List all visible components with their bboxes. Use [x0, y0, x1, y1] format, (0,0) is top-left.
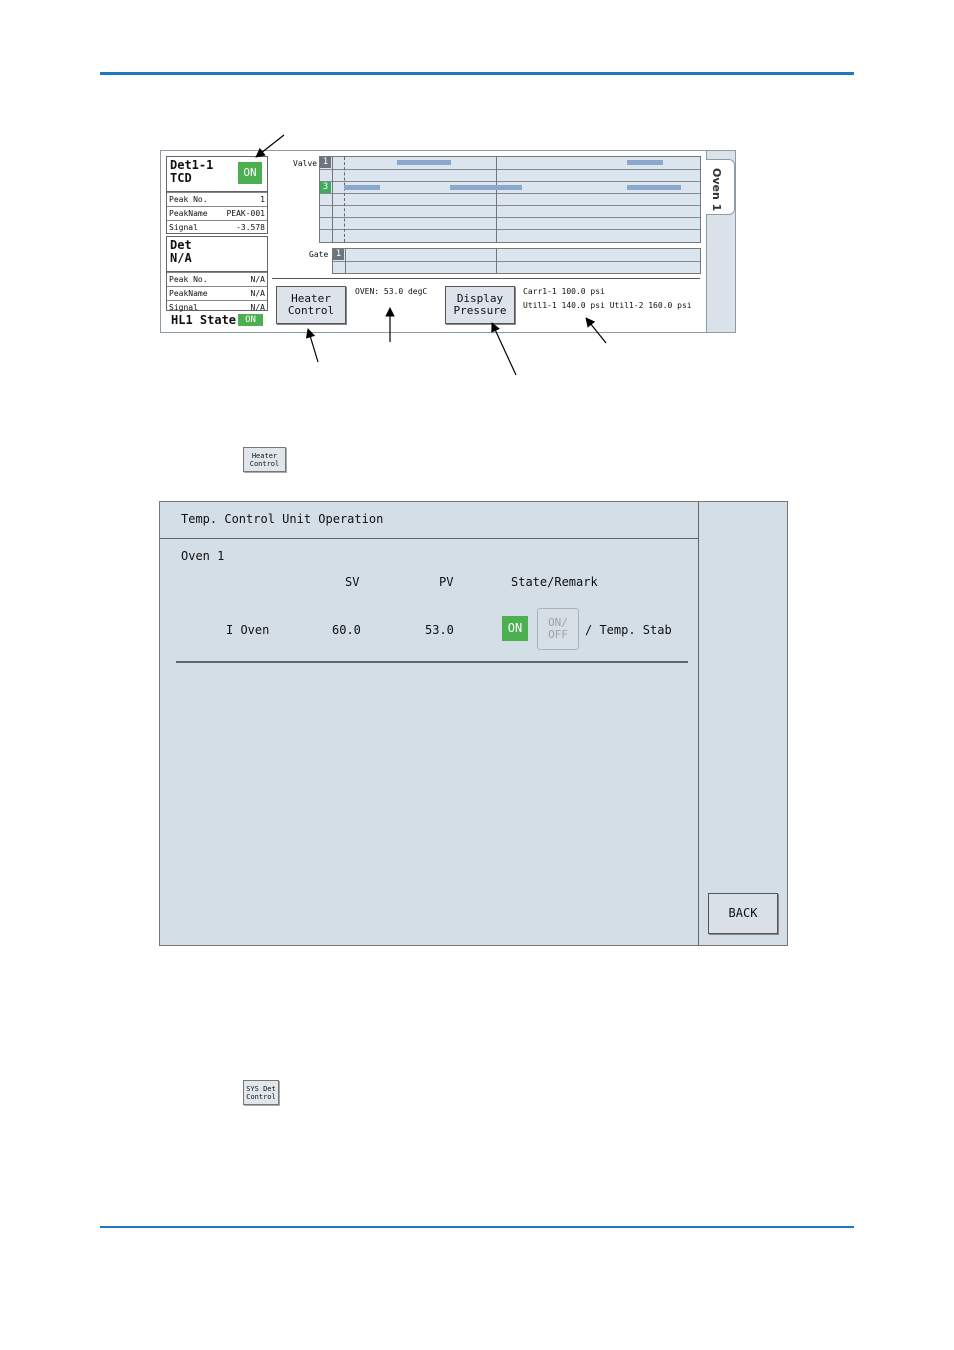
- utility-pressure: Util1-1 140.0 psi Util1-2 160.0 psi: [523, 301, 692, 310]
- callout-arrows: [0, 0, 954, 400]
- back-button[interactable]: BACK: [708, 893, 778, 934]
- unit-name: I Oven: [226, 623, 270, 637]
- footer-rule: [100, 1226, 854, 1228]
- gate-row-number: 1: [333, 249, 344, 260]
- valve-label: Valve: [293, 159, 318, 168]
- detector-1-state-badge[interactable]: ON: [238, 162, 262, 184]
- valve-row-number: 1: [320, 157, 331, 168]
- detector-2-type: N/A: [170, 251, 192, 265]
- column-header-pv: PV: [439, 575, 454, 589]
- on-off-toggle-button[interactable]: ON/ OFF: [537, 608, 579, 650]
- heater-control-button[interactable]: Heater Control: [276, 286, 346, 324]
- detector-1-row: Peak No. 1: [167, 192, 267, 206]
- section-title: Oven 1: [181, 549, 225, 563]
- display-pressure-button[interactable]: Display Pressure: [445, 286, 515, 324]
- detector-2-row: PeakName N/A: [167, 286, 267, 300]
- carrier-pressure: Carr1-1 100.0 psi: [523, 287, 605, 296]
- oven-temperature: OVEN: 53.0 degC: [355, 287, 428, 296]
- detector-2-row: Peak No. N/A: [167, 272, 267, 286]
- screen-title-bar: [160, 502, 698, 539]
- tab-oven-1[interactable]: Oven 1: [706, 159, 735, 215]
- valve-row-number: 3: [320, 182, 331, 193]
- temp-control-screen: [159, 501, 788, 946]
- detector-1-row: Signal -3.578: [167, 220, 267, 234]
- divider: [176, 661, 688, 663]
- temp-control-panel: [160, 502, 699, 945]
- detector-2-row: Signal N/A: [167, 300, 267, 314]
- screen-title: Temp. Control Unit Operation: [181, 512, 384, 526]
- column-header-state: State/Remark: [511, 575, 598, 589]
- state-badge: ON: [502, 616, 528, 641]
- column-header-sv: SV: [345, 575, 360, 589]
- sv-value[interactable]: 60.0: [332, 623, 361, 637]
- gate-label: Gate: [309, 250, 329, 259]
- detector-1-row: PeakName PEAK-001: [167, 206, 267, 220]
- pv-value: 53.0: [425, 623, 454, 637]
- hl1-state-badge: ON: [238, 314, 263, 326]
- detector-1-type: TCD: [170, 171, 192, 185]
- state-remark: / Temp. Stab: [585, 623, 672, 637]
- sys-det-control-icon: SYS Det Control: [243, 1080, 279, 1105]
- heater-control-icon: Heater Control: [243, 447, 286, 472]
- hl1-state-label: HL1 State: [171, 313, 237, 327]
- detector-1-name: Det1-1: [170, 158, 214, 172]
- detector-2-name: Det: [170, 238, 192, 252]
